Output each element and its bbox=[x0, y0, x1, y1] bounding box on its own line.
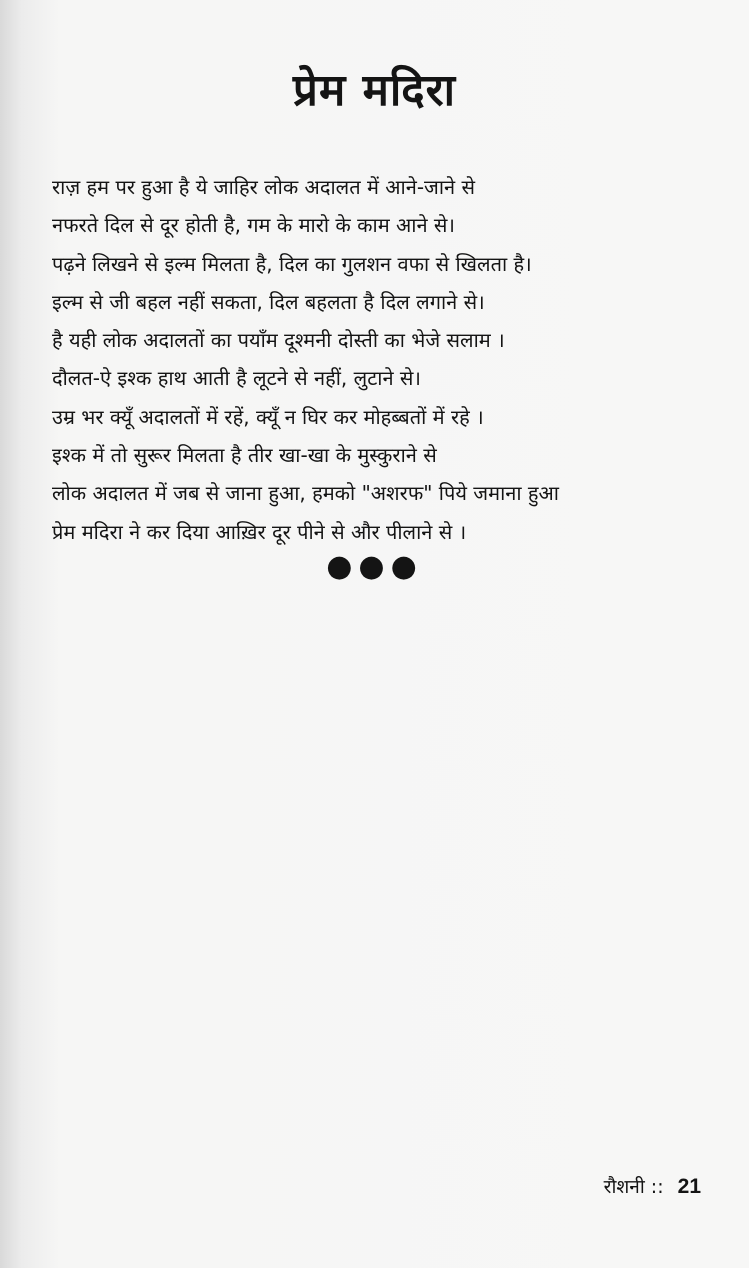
poem-line: पढ़ने लिखने से इल्म मिलता है, दिल का गुलशन वफा से खिलता है। bbox=[52, 251, 532, 276]
book-title: रौशनी :: bbox=[603, 1176, 664, 1198]
poem-line: है यही लोक अदालतों का पयाँम दूश्मनी दोस्ती का भेजे सलाम । bbox=[52, 328, 505, 353]
poem-line: लोक अदालत में जब से जाना हुआ, हमको "अशरफ" पिये जमाना हुआ bbox=[52, 481, 559, 506]
poem-line: इल्म से जी बहल नहीं सकता, दिल बहलता है दिल लगाने से। bbox=[52, 289, 485, 314]
page-footer bbox=[604, 1172, 701, 1202]
page-number: 21 bbox=[677, 1175, 701, 1198]
poem-title: प्रेम मदिरा bbox=[292, 65, 457, 116]
poem-line: दौलत-ऐ इश्क हाथ आती है लूटने से नहीं, लुटाने से। bbox=[52, 366, 422, 391]
poem-body bbox=[52, 168, 712, 551]
poem-line: राज़ हम पर हुआ है ये जाहिर लोक अदालत में आने-जाने से bbox=[52, 175, 476, 199]
poem-line: उम्र भर क्यूँ अदालतों में रहें, क्यूँ न घिर कर मोहब्बतों में रहे । bbox=[52, 404, 484, 429]
poem-line: नफरते दिल से दूर होती है, गम के मारो के काम आने से। bbox=[52, 213, 456, 238]
poem-line: इश्क में तो सुरूर मिलता है तीर खा-खा के मुस्कुराने से bbox=[52, 443, 437, 468]
poem-line: प्रेम मदिरा ने कर दिया आख़िर दूर पीने से और पीलाने से । bbox=[52, 519, 467, 544]
section-separator: ●●● bbox=[326, 549, 423, 584]
